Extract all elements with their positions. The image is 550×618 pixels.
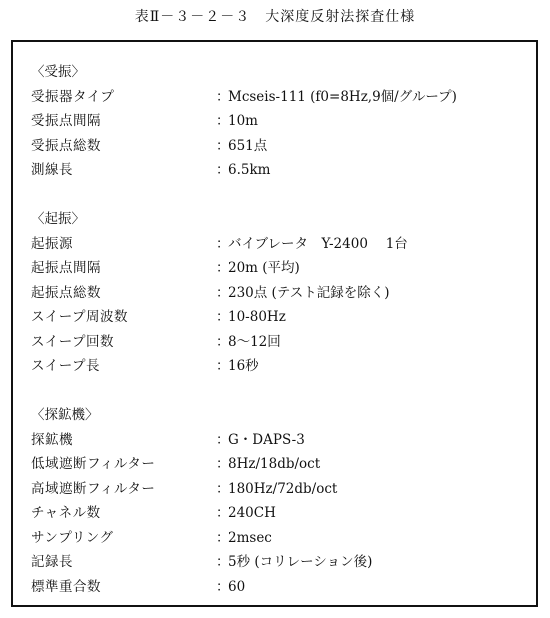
spec-value: 16秒 bbox=[228, 358, 259, 374]
spec-label: 受振点総数 bbox=[31, 137, 101, 154]
spec-row bbox=[31, 477, 526, 502]
spec-value: バイブレータ Y-2400 1台 bbox=[228, 235, 408, 252]
spec-separator: ： bbox=[216, 554, 230, 570]
section-recorder bbox=[31, 403, 526, 599]
spec-label: 受振点間隔 bbox=[31, 113, 101, 129]
spec-row bbox=[31, 281, 526, 306]
spec-row bbox=[31, 85, 526, 110]
spec-separator: ： bbox=[216, 284, 230, 301]
spec-label: 探鉱機 bbox=[31, 431, 73, 448]
spec-row bbox=[31, 501, 526, 526]
spec-separator: ： bbox=[216, 480, 230, 497]
spec-value: 6.5km bbox=[228, 162, 271, 178]
spec-separator: ： bbox=[216, 505, 230, 521]
spec-label: 起振源 bbox=[31, 235, 73, 252]
spec-row bbox=[31, 305, 526, 330]
spec-label: 起振点間隔 bbox=[31, 260, 101, 276]
section-receiving bbox=[31, 60, 526, 183]
spec-separator: ： bbox=[216, 137, 230, 154]
spec-value: 240CH bbox=[228, 505, 276, 521]
spec-row bbox=[31, 330, 526, 355]
spec-row bbox=[31, 256, 526, 281]
spec-separator: ： bbox=[216, 88, 230, 105]
spec-row bbox=[31, 428, 526, 453]
spec-separator: ： bbox=[216, 309, 230, 325]
spec-label: チャネル数 bbox=[31, 505, 101, 521]
spec-sections bbox=[31, 60, 526, 599]
spec-value: 5秒 (コリレーション後) bbox=[228, 554, 373, 570]
spec-separator: ： bbox=[216, 162, 230, 178]
spec-value: G・DAPS-3 bbox=[228, 431, 305, 448]
spec-label: スイープ周波数 bbox=[31, 309, 129, 325]
spec-value: 20m (平均) bbox=[228, 260, 300, 276]
spec-label: 記録長 bbox=[31, 554, 73, 570]
section-heading: 〈探鉱機〉 bbox=[31, 407, 99, 423]
spec-row bbox=[31, 550, 526, 575]
spec-label: スイープ回数 bbox=[31, 333, 115, 350]
spec-value: Mcseis-111 (f0=8Hz,9個/グループ) bbox=[228, 88, 457, 105]
spec-separator: ： bbox=[216, 113, 230, 129]
spec-label: 測線長 bbox=[31, 162, 73, 178]
spec-label: スイープ長 bbox=[31, 358, 101, 374]
spec-value: 60 bbox=[228, 578, 246, 595]
spec-value: 10-80Hz bbox=[228, 309, 286, 325]
spec-row bbox=[31, 109, 526, 134]
section-heading: 〈受振〉 bbox=[31, 64, 85, 80]
spec-label: 起振点総数 bbox=[31, 284, 101, 301]
spec-separator: ： bbox=[216, 358, 230, 374]
spec-row bbox=[31, 452, 526, 477]
spec-row bbox=[31, 575, 526, 600]
spec-label: サンプリング bbox=[31, 529, 114, 546]
spec-separator: ： bbox=[216, 431, 230, 448]
spec-row bbox=[31, 134, 526, 159]
spec-separator: ： bbox=[216, 235, 230, 252]
spec-row bbox=[31, 354, 526, 379]
spec-value: 10m bbox=[228, 113, 258, 129]
spec-separator: ： bbox=[216, 260, 230, 276]
spec-separator: ： bbox=[216, 456, 230, 472]
spec-row bbox=[31, 526, 526, 551]
spec-row bbox=[31, 158, 526, 183]
table-title: 表Ⅱ－３－２－３ 大深度反射法探査仕様 bbox=[134, 9, 416, 25]
spec-separator: ： bbox=[216, 333, 230, 350]
section-source bbox=[31, 207, 526, 379]
spec-label: 標準重合数 bbox=[31, 578, 101, 595]
spec-label: 高域遮断フィルター bbox=[31, 480, 156, 497]
spec-value: 8～12回 bbox=[228, 333, 281, 350]
spec-value: 2msec bbox=[228, 529, 272, 546]
spec-value: 8Hz/18db/oct bbox=[228, 456, 321, 472]
spec-row bbox=[31, 232, 526, 257]
spec-label: 低域遮断フィルター bbox=[31, 456, 156, 472]
spec-value: 651点 bbox=[228, 137, 268, 154]
spec-value: 230点 (テスト記録を除く) bbox=[228, 284, 390, 301]
spec-label: 受振器タイプ bbox=[31, 88, 115, 105]
spec-value: 180Hz/72db/oct bbox=[228, 480, 338, 497]
spec-separator: ： bbox=[216, 529, 230, 546]
section-heading: 〈起振〉 bbox=[31, 211, 85, 227]
spec-table bbox=[11, 40, 538, 607]
spec-separator: ： bbox=[216, 578, 230, 595]
